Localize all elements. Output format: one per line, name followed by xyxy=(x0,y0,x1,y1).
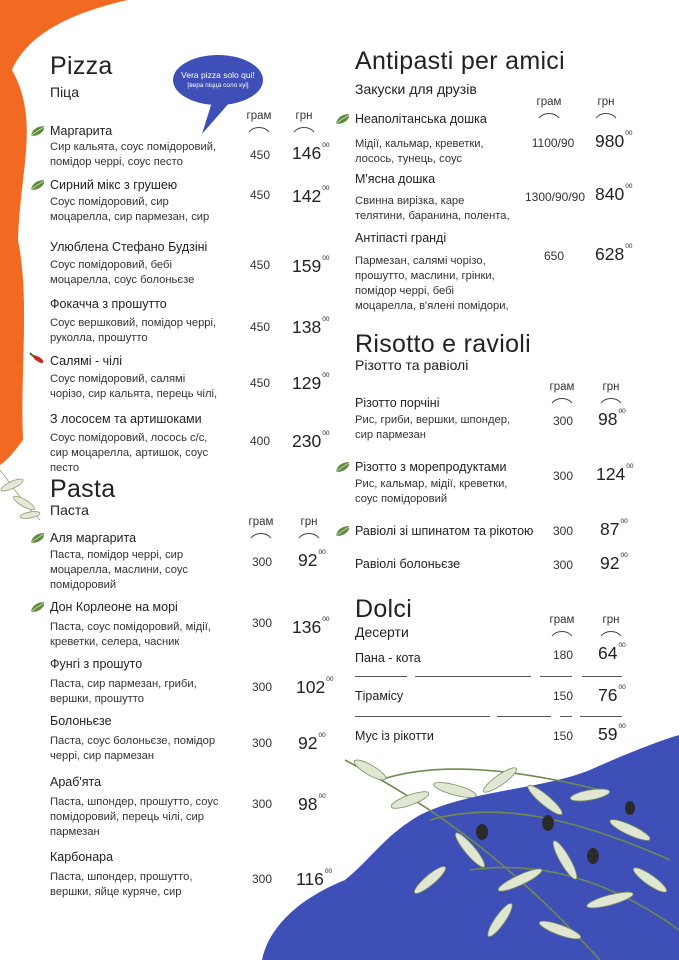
dolci-item-name: Пана - кота xyxy=(355,651,421,665)
tilde-ornament xyxy=(293,126,315,134)
pasta-item-name: Карбонара xyxy=(50,850,114,864)
price-cents: 00 xyxy=(318,549,326,556)
dolci-item-weight: 150 xyxy=(552,729,574,743)
risotto-title: Risotto e ravioli xyxy=(355,330,531,358)
risotto-item-description: сир пармезан xyxy=(355,429,426,441)
pizza-item-weight: 450 xyxy=(249,376,271,390)
pasta-item-description: Паста, шпондер, прошутто, соус xyxy=(50,796,219,808)
risotto-item-description: Рис, гриби, вершки, шпондер, xyxy=(355,414,511,426)
price-cents: 00 xyxy=(322,372,330,379)
pasta-item-weight: 300 xyxy=(251,736,273,750)
vegetarian-leaf-icon xyxy=(30,601,44,612)
separator-line xyxy=(540,676,572,677)
pasta-item-weight: 300 xyxy=(251,680,273,694)
column-header-uah: грн xyxy=(602,381,620,393)
dolci-item-weight: 180 xyxy=(552,648,574,662)
pasta-item-weight: 300 xyxy=(251,872,273,886)
price-cents: 00 xyxy=(618,723,626,730)
antipasti-item-price xyxy=(595,131,632,152)
antipasti-item-description: прошутто, маслини, грінки, xyxy=(355,270,495,282)
risotto-item-name: Різотто з морепродуктами xyxy=(355,460,507,474)
tilde-ornament xyxy=(600,630,622,638)
antipasti-item-weight: 650 xyxy=(543,249,565,263)
pasta-item-description: черрі, сир пармезан xyxy=(50,750,155,762)
price-value: 142 xyxy=(292,186,322,206)
antipasti-subtitle: Закуски для друзів xyxy=(355,81,477,97)
pizza-item-name: Маргарита xyxy=(50,124,113,138)
pasta-item-price xyxy=(296,869,332,890)
price-value: 102 xyxy=(296,677,326,697)
pizza-item-price xyxy=(292,143,329,164)
column-header-gram: грам xyxy=(248,516,274,528)
pasta-title: Pasta xyxy=(50,475,116,503)
dolci-item-price xyxy=(598,643,626,664)
price-value: 64 xyxy=(598,643,618,663)
antipasti-item-description: помідор черрі, бебі xyxy=(355,285,455,297)
price-value: 98 xyxy=(598,409,618,429)
price-value: 129 xyxy=(292,373,322,393)
pasta-item-price xyxy=(298,733,326,754)
price-cents: 00 xyxy=(322,316,330,323)
vegetarian-leaf-icon xyxy=(335,461,349,472)
pizza-item-price xyxy=(292,431,329,452)
pizza-item-price xyxy=(292,373,329,394)
separator-line xyxy=(355,716,490,717)
dolci-item-name: Мус із рікотти xyxy=(355,729,434,743)
risotto-item-name: Равіолі болоньєзе xyxy=(355,557,461,571)
antipasti-item-price xyxy=(595,244,632,265)
price-cents: 00 xyxy=(324,868,333,875)
price-value: 87 xyxy=(600,519,620,539)
tilde-ornament xyxy=(551,397,573,405)
dolci-title: Dolci xyxy=(355,595,413,623)
antipasti-item-description: телятини, баранина, полента, xyxy=(355,210,510,222)
dolci-subtitle: Десерти xyxy=(355,624,409,640)
price-value: 230 xyxy=(292,431,322,451)
price-value: 59 xyxy=(598,724,618,744)
pasta-item-name: Аля маргарита xyxy=(50,531,137,545)
price-cents: 00 xyxy=(620,552,628,559)
tilde-ornament xyxy=(298,532,320,540)
vegetarian-leaf-icon xyxy=(30,179,44,190)
antipasti-item-name: М'ясна дошка xyxy=(355,172,436,186)
tilde-ornament xyxy=(250,532,272,540)
pizza-item-description: Соус помідоровий, лосось с/с, xyxy=(50,432,208,444)
pasta-item-description: моцарелла, маслини, соус xyxy=(50,564,188,576)
risotto-subtitle: Різотто та равіолі xyxy=(355,357,469,373)
pasta-item-description: креветки, селера, часник xyxy=(50,636,180,648)
pasta-item-name: Дон Корлеоне на морі xyxy=(50,600,178,614)
price-cents: 00 xyxy=(322,142,330,149)
price-value: 92 xyxy=(600,553,620,573)
risotto-item-name: Різотто порчіні xyxy=(355,396,440,410)
pizza-subtitle: Піца xyxy=(50,84,79,100)
pizza-item-name: Улюблена Стефано Будзіні xyxy=(50,240,208,254)
price-value: 92 xyxy=(298,733,318,753)
column-header-gram: грам xyxy=(549,381,575,393)
separator-line xyxy=(560,716,572,717)
price-value: 92 xyxy=(298,550,318,570)
column-header-gram: грам xyxy=(549,614,575,626)
price-cents: 00 xyxy=(626,463,634,470)
price-value: 124 xyxy=(596,464,626,484)
column-header-uah: грн xyxy=(602,614,620,626)
pasta-item-price xyxy=(298,550,326,571)
price-value: 116 xyxy=(296,869,324,889)
price-cents: 00 xyxy=(618,684,626,691)
pizza-item-description: моцарелла, соус болоньєзе xyxy=(50,274,195,286)
price-cents: 00 xyxy=(625,183,633,190)
price-value: 840 xyxy=(595,184,625,204)
pasta-item-weight: 300 xyxy=(251,555,273,569)
dolci-item-weight: 150 xyxy=(552,689,574,703)
pizza-item-name: Сирний мікс з грушею xyxy=(50,178,178,192)
tilde-ornament xyxy=(538,112,560,120)
speech-bubble xyxy=(172,54,264,106)
pizza-item-name: З лососем та артишоками xyxy=(50,412,202,426)
risotto-item-price xyxy=(596,464,633,485)
price-value: 98 xyxy=(298,794,318,814)
pasta-item-description: Паста, соус болоньєзе, помідор xyxy=(50,735,216,747)
price-cents: 00 xyxy=(318,732,326,739)
risotto-item-price xyxy=(600,553,628,574)
antipasti-title: Antipasti per amici xyxy=(355,47,565,75)
bubble-text: Vera pizza solo qui! [вера піцца соло куі] xyxy=(181,70,255,89)
risotto-item-price xyxy=(598,409,626,430)
pizza-item-weight: 450 xyxy=(249,188,271,202)
pasta-item-description: вершки, прошутто xyxy=(50,693,145,705)
pasta-item-price xyxy=(296,677,333,698)
pasta-item-weight: 300 xyxy=(251,797,273,811)
pasta-item-description: вершки, яйце куряче, сир xyxy=(50,886,182,898)
pizza-item-description: руколла, прошутто xyxy=(50,332,148,344)
vegetarian-leaf-icon xyxy=(335,525,349,536)
column-header-uah: грн xyxy=(300,516,318,528)
pasta-item-name: Болоньєзе xyxy=(50,714,112,728)
chili-pepper-icon xyxy=(29,352,43,363)
vegetarian-leaf-icon xyxy=(30,125,44,136)
antipasti-item-description: Свинна вирізка, каре xyxy=(355,195,465,207)
risotto-item-weight: 300 xyxy=(552,558,574,572)
pizza-item-description: Соус помідоровий, сир xyxy=(50,196,169,208)
column-header-gram: грам xyxy=(536,96,562,108)
antipasti-item-name: Неаполітанська дошка xyxy=(355,112,487,126)
price-cents: 00 xyxy=(618,408,626,415)
antipasti-item-description: Пармезан, салямі чорізо, xyxy=(355,255,486,267)
pizza-item-description: Соус помідоровий, бебі xyxy=(50,259,172,271)
risotto-item-weight: 300 xyxy=(552,469,574,483)
pizza-item-description: чорізо, сир кальята, перець чілі, xyxy=(50,388,218,400)
column-header-uah: грн xyxy=(597,96,615,108)
pizza-item-weight: 450 xyxy=(249,148,271,162)
pizza-item-weight: 450 xyxy=(249,320,271,334)
price-value: 980 xyxy=(595,131,625,151)
small-branch-left xyxy=(0,470,40,520)
pasta-item-price xyxy=(298,794,326,815)
pasta-item-description: помідоровий xyxy=(50,579,117,591)
price-cents: 00 xyxy=(618,642,626,649)
dolci-item-name: Тірамісу xyxy=(355,689,404,703)
separator-line xyxy=(415,676,531,677)
pizza-item-description: помідор черрі, соус песто xyxy=(50,156,183,168)
antipasti-item-description: Мідії, кальмар, креветки, xyxy=(355,138,484,150)
column-header-uah: грн xyxy=(295,110,313,122)
pasta-item-name: Фунгі з прошуто xyxy=(50,657,143,671)
antipasti-item-weight: 1300/90/90 xyxy=(524,190,586,204)
risotto-item-description: Рис, кальмар, мідії, креветки, xyxy=(355,478,508,490)
pizza-item-weight: 450 xyxy=(249,258,271,272)
pasta-item-description: Паста, соус помідоровий, мідії, xyxy=(50,621,211,633)
vegetarian-leaf-icon xyxy=(335,113,349,124)
pizza-item-description: сир моцарелла, артишок, соус xyxy=(50,447,209,459)
risotto-item-weight: 300 xyxy=(552,414,574,428)
risotto-item-price xyxy=(600,519,628,540)
pasta-item-weight: 300 xyxy=(251,616,273,630)
pizza-item-price xyxy=(292,256,329,277)
separator-line xyxy=(355,676,407,677)
separator-line xyxy=(582,676,622,677)
price-value: 146 xyxy=(292,143,322,163)
pasta-item-description: Паста, помідор черрі, сир xyxy=(50,549,184,561)
risotto-item-weight: 300 xyxy=(552,524,574,538)
price-cents: 00 xyxy=(322,185,330,192)
tilde-ornament xyxy=(248,126,270,134)
pizza-item-price xyxy=(292,317,329,338)
price-cents: 00 xyxy=(625,243,633,250)
price-value: 76 xyxy=(598,685,618,705)
antipasti-item-name: Антіпасті гранді xyxy=(355,231,447,245)
antipasti-item-weight: 1100/90 xyxy=(531,136,575,150)
price-cents: 00 xyxy=(625,130,633,137)
pizza-item-description: моцарелла, сир пармезан, сир xyxy=(50,211,210,223)
column-header-gram: грам xyxy=(246,110,272,122)
pizza-item-price xyxy=(292,186,329,207)
pasta-item-description: Паста, сир пармезан, гриби, xyxy=(50,678,197,690)
pasta-subtitle: Паста xyxy=(50,502,89,518)
price-cents: 00 xyxy=(322,616,330,623)
pizza-item-name: Салямі - чілі xyxy=(50,354,123,368)
pizza-item-weight: 400 xyxy=(249,434,271,448)
pizza-item-description: Соус помідоровий, салямі xyxy=(50,373,186,385)
risotto-item-name: Равіолі зі шпинатом та рікотою xyxy=(355,524,534,538)
pizza-item-name: Фокачча з прошутто xyxy=(50,297,167,311)
pizza-item-description: Соус вершковий, помідор черрі, xyxy=(50,317,217,329)
price-cents: 00 xyxy=(620,518,628,525)
price-value: 138 xyxy=(292,317,322,337)
antipasti-item-price xyxy=(595,184,632,205)
price-cents: 00 xyxy=(326,676,334,683)
dolci-item-price xyxy=(598,685,626,706)
separator-line xyxy=(580,716,622,717)
price-value: 628 xyxy=(595,244,625,264)
vegetarian-leaf-icon xyxy=(30,532,44,543)
pasta-item-price xyxy=(292,617,329,638)
pizza-item-description: Сир кальята, соус помідоровий, xyxy=(50,141,217,153)
antipasti-item-description: моцарелла, в'ялені помідори, xyxy=(355,300,509,312)
pasta-item-description: Паста, шпондер, прошутто, xyxy=(50,871,193,883)
tilde-ornament xyxy=(595,112,617,120)
antipasti-item-description: лосось, тунець, соус xyxy=(355,153,463,165)
dolci-item-price xyxy=(598,724,626,745)
risotto-item-description: соус помідоровий xyxy=(355,493,448,505)
pasta-item-description: пармезан xyxy=(50,826,100,838)
tilde-ornament xyxy=(600,397,622,405)
pizza-item-description: песто xyxy=(50,462,80,474)
price-cents: 00 xyxy=(322,255,330,262)
pasta-item-name: Араб'ята xyxy=(50,775,102,789)
price-cents: 00 xyxy=(318,793,326,800)
price-cents: 00 xyxy=(322,430,330,437)
price-value: 136 xyxy=(292,617,322,637)
separator-line xyxy=(497,716,551,717)
tilde-ornament xyxy=(551,630,573,638)
pizza-title: Pizza xyxy=(50,52,113,80)
price-value: 159 xyxy=(292,256,322,276)
pasta-item-description: помідоровий, перець чілі, сир xyxy=(50,811,204,823)
